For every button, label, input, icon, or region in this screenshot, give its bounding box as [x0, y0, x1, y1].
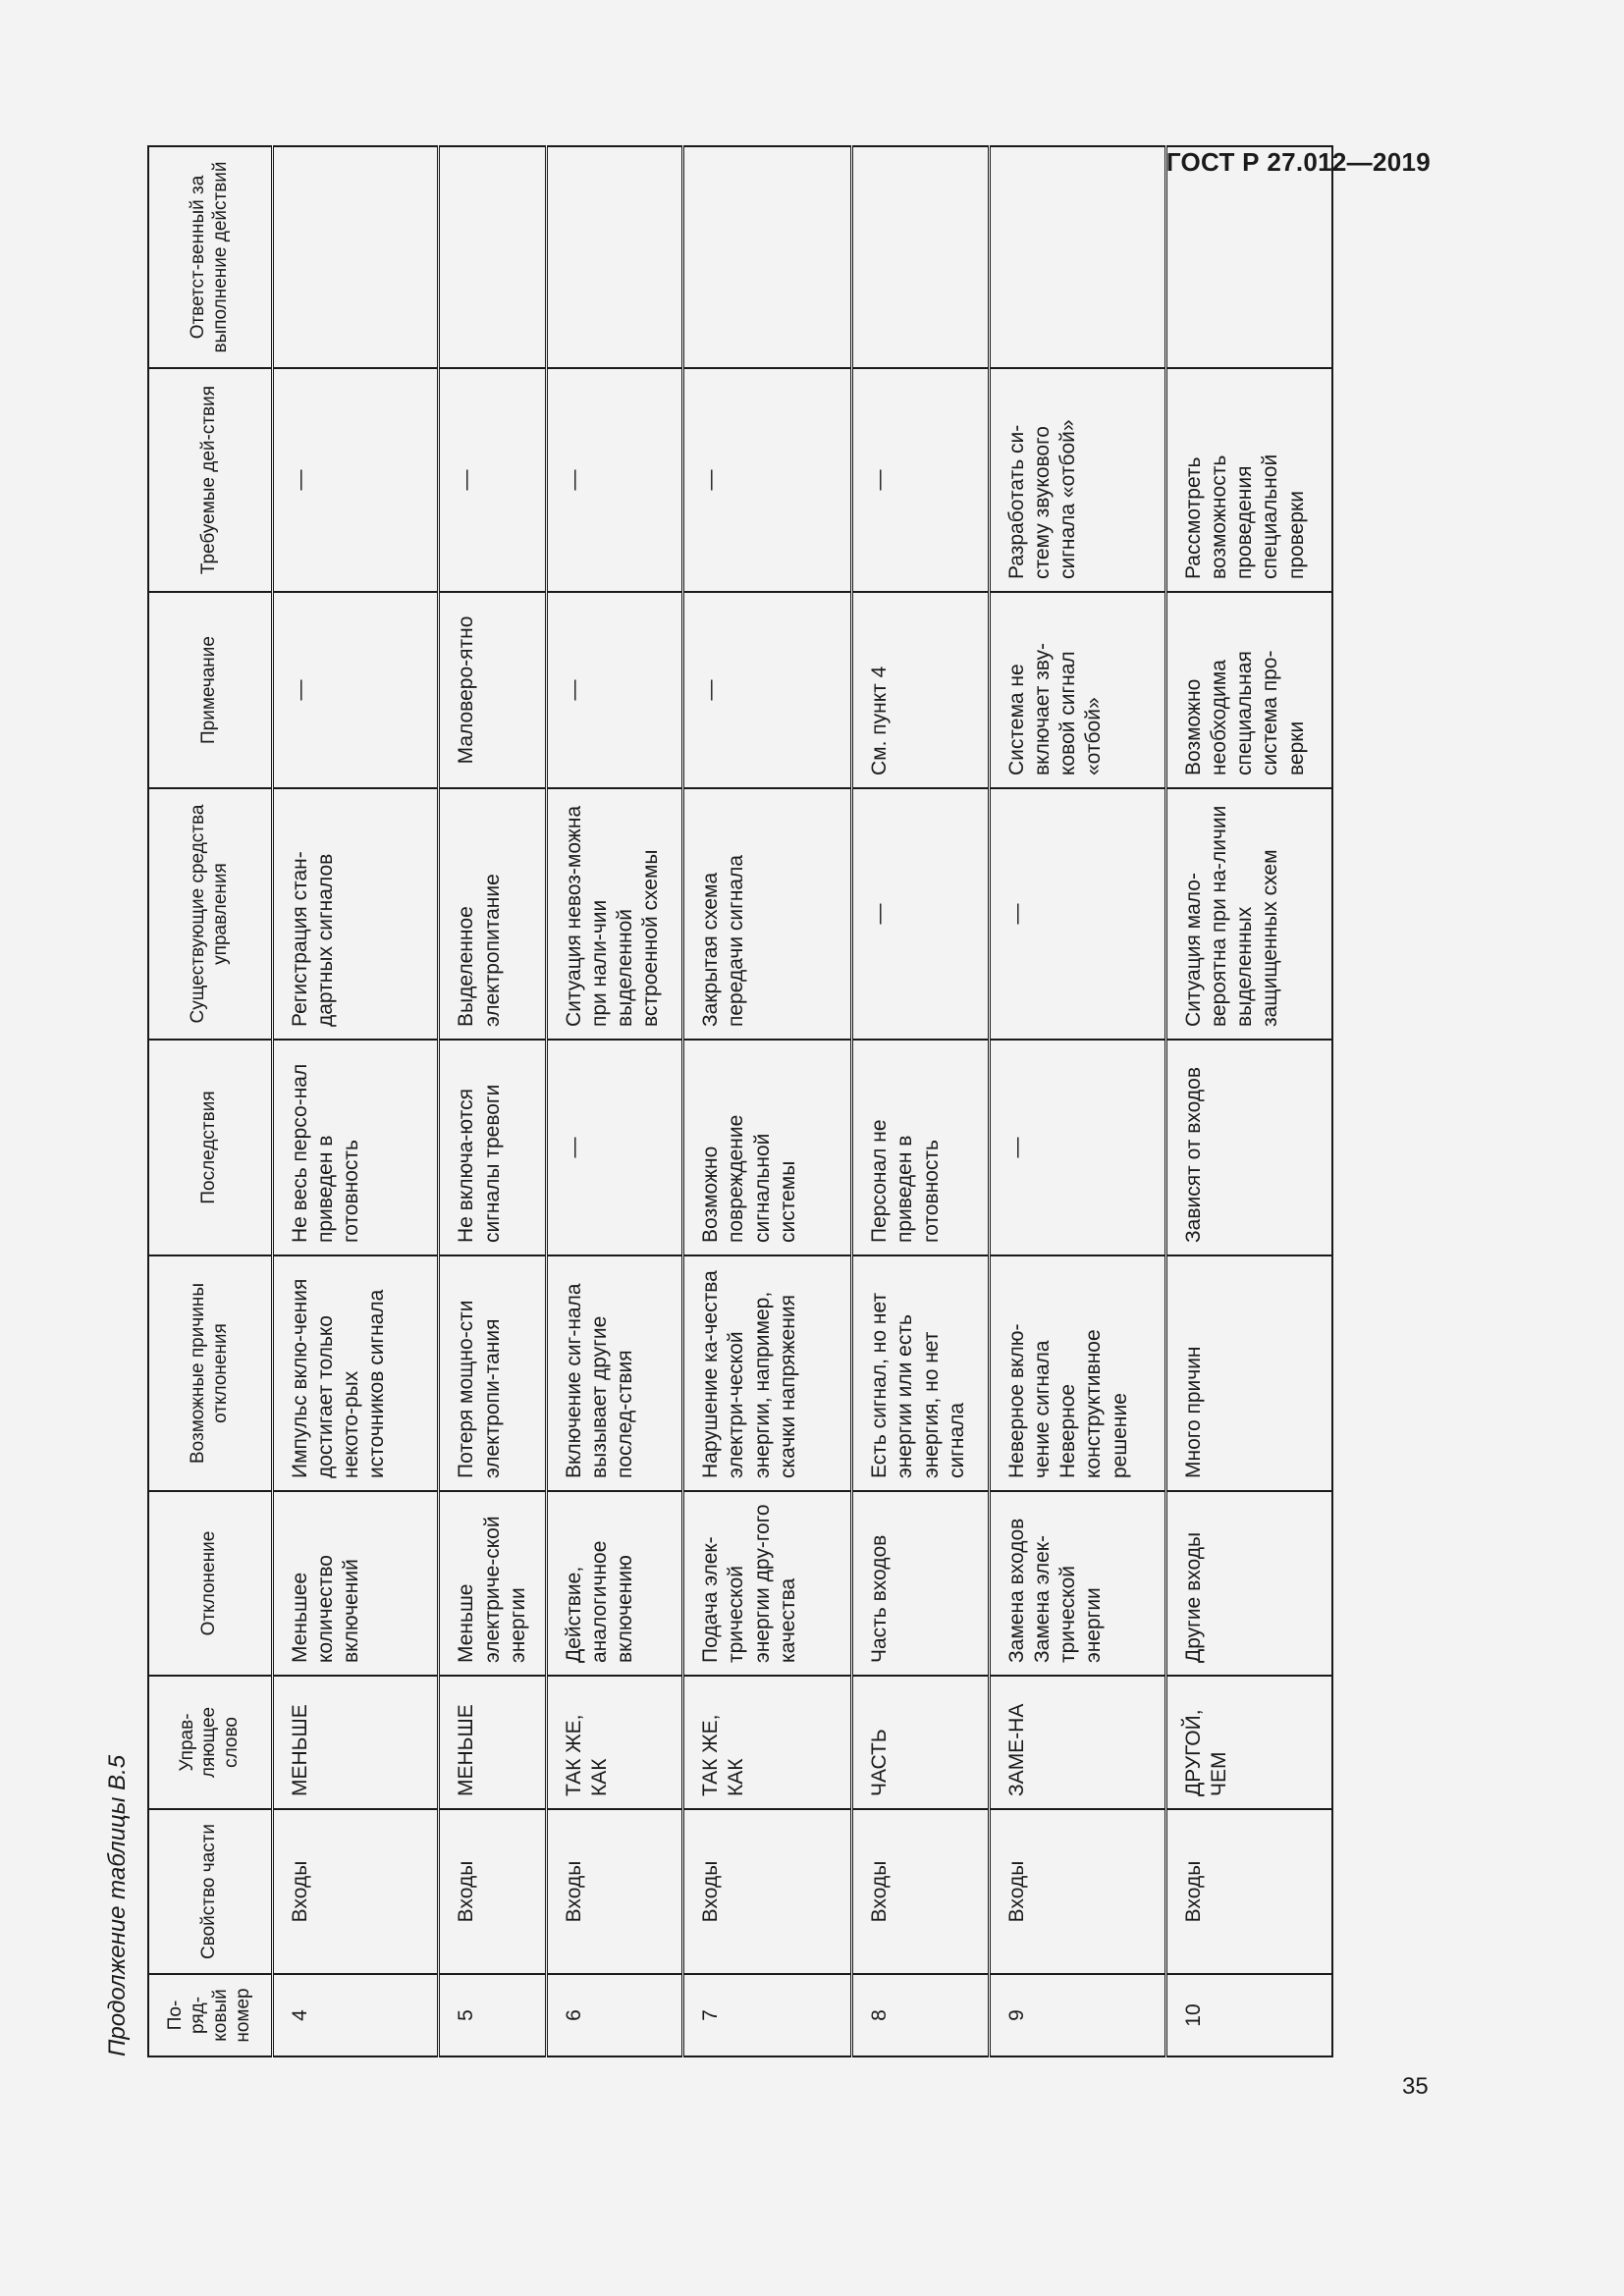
cell-actions: — [546, 368, 683, 592]
table-row [1165, 146, 1332, 2056]
col-header-actions: Требуемые дей-ствия [148, 368, 272, 592]
cell-causes [989, 1255, 1165, 1491]
cell-consequences: — [546, 1040, 683, 1255]
cell-deviation: Меньшее количество включений [272, 1491, 439, 1676]
cell-responsible [852, 146, 990, 368]
header-row [148, 146, 272, 2056]
cell-responsible [989, 146, 1165, 368]
cell-causes: Потеря мощно-сти электропи-тания [439, 1255, 546, 1491]
cell-actions: — [852, 368, 990, 592]
col-header-guide-word: Управ-ляющее слово [148, 1676, 272, 1809]
cell-controls: Регистрация стан-дартных сигналов [272, 788, 439, 1040]
table-row [546, 146, 683, 2056]
table-row [439, 146, 546, 2056]
cell-property: Входы [989, 1809, 1165, 1974]
cell-deviation: Подача элек-трической энергии дру-гого качества [683, 1491, 852, 1676]
cell-property: Входы [683, 1809, 852, 1974]
cell-property: Входы [1165, 1809, 1332, 1974]
cell-guide-word: МЕНЬШЕ [439, 1676, 546, 1809]
col-header-property: Свойство части [148, 1809, 272, 1974]
cell-controls: — [852, 788, 990, 1040]
col-header-deviation: Отклонение [148, 1491, 272, 1676]
cell-number: 6 [546, 1974, 683, 2056]
deviation-line: Замена элек-трической энергии [1030, 1535, 1106, 1663]
cell-causes: Есть сигнал, но нет энергии или есть энергия, но нет сигнала [852, 1255, 990, 1491]
cell-number: 4 [272, 1974, 439, 2056]
page-number: 35 [1402, 2073, 1429, 2100]
cell-property: Входы [272, 1809, 439, 1974]
cell-consequences: Возможно повреждение сигнальной системы [683, 1040, 852, 1255]
cell-actions: — [272, 368, 439, 592]
cell-note: — [272, 592, 439, 788]
cell-actions: Рассмотреть возможность проведения специальной проверки [1165, 368, 1332, 592]
table-row [683, 146, 852, 2056]
cell-responsible [683, 146, 852, 368]
cell-actions: — [439, 368, 546, 592]
cell-responsible [439, 146, 546, 368]
cell-causes: Импульс вклю-чения достигает только некото-рых источников сигнала [272, 1255, 439, 1491]
cell-causes: Много причин [1165, 1255, 1332, 1491]
cause-line: Неверное вклю-чение сигнала [1004, 1323, 1054, 1478]
col-header-causes: Возможные причины отклонения [148, 1255, 272, 1491]
cell-note: — [546, 592, 683, 788]
cell-note: Возможно необходима специальная система про-верки [1165, 592, 1332, 788]
cell-note: Маловеро-ятно [439, 592, 546, 788]
col-header-consequences: Последствия [148, 1040, 272, 1255]
deviation-line: Замена входов [1004, 1518, 1028, 1663]
cell-guide-word: ЗАМЕ-НА [989, 1676, 1165, 1809]
cell-responsible [546, 146, 683, 368]
cell-note: Система не включает зву-ковой сигнал «отбой» [989, 592, 1165, 788]
cell-controls: Ситуация невоз-можна при нали-чии выделенной встроенной схемы [546, 788, 683, 1040]
cell-number: 5 [439, 1974, 546, 2056]
col-header-responsible: Ответст-венный за выполнение действий [148, 146, 272, 368]
cell-guide-word: ЧАСТЬ [852, 1676, 990, 1809]
standard-code: ГОСТ Р 27.012—2019 [1165, 147, 1431, 177]
cell-consequences: Не включа-ются сигналы тревоги [439, 1040, 546, 1255]
cell-guide-word: МЕНЬШЕ [272, 1676, 439, 1809]
cell-actions: Разработать си-стему звукового сигнала «отбой» [989, 368, 1165, 592]
table-row [852, 146, 990, 2056]
col-header-controls: Существующие средства управления [148, 788, 272, 1040]
cell-causes: Нарушение ка-чества электри-ческой энергии, например, скачки напряжения [683, 1255, 852, 1491]
cell-deviation: Другие входы [1165, 1491, 1332, 1676]
cell-controls: Ситуация мало-вероятна при на-личии выделенных защищенных схем [1165, 788, 1332, 1040]
cell-consequences: — [989, 1040, 1165, 1255]
cell-property: Входы [852, 1809, 990, 1974]
cell-number: 7 [683, 1974, 852, 2056]
cell-consequences: Не весь персо-нал приведен в готовность [272, 1040, 439, 1255]
cell-property: Входы [439, 1809, 546, 1974]
cell-consequences: Персонал не приведен в готовность [852, 1040, 990, 1255]
table-row [989, 146, 1165, 2056]
cell-responsible [272, 146, 439, 368]
cell-deviation: Часть входов [852, 1491, 990, 1676]
hazop-table [147, 145, 1333, 2057]
cell-deviation [989, 1491, 1165, 1676]
cell-controls: Закрытая схема передачи сигнала [683, 788, 852, 1040]
cell-guide-word: ТАК ЖЕ, КАК [546, 1676, 683, 1809]
cell-number: 9 [989, 1974, 1165, 2056]
cell-actions: — [683, 368, 852, 592]
table-container [147, 147, 1333, 2057]
cell-note: См. пункт 4 [852, 592, 990, 788]
cell-guide-word: ДРУГОЙ, ЧЕМ [1165, 1676, 1332, 1809]
cause-line: Неверное конструктивное решение [1056, 1329, 1131, 1478]
cell-number: 10 [1165, 1974, 1332, 2056]
cell-note: — [683, 592, 852, 788]
cell-number: 8 [852, 1974, 990, 2056]
cell-controls: Выделенное электропитание [439, 788, 546, 1040]
cell-guide-word: ТАК ЖЕ, КАК [683, 1676, 852, 1809]
col-header-note: Примечание [148, 592, 272, 788]
table-caption: Продолжение таблицы В.5 [104, 1754, 131, 2056]
table-row [272, 146, 439, 2056]
cell-property: Входы [546, 1809, 683, 1974]
cell-controls: — [989, 788, 1165, 1040]
cell-deviation: Действие, аналогичное включению [546, 1491, 683, 1676]
cell-responsible [1165, 146, 1332, 368]
cell-consequences: Зависят от входов [1165, 1040, 1332, 1255]
col-header-number: По-ряд-ковый номер [148, 1974, 272, 2056]
cell-causes: Включение сиг-нала вызывает другие послед-ствия [546, 1255, 683, 1491]
cell-deviation: Меньше электриче-ской энергии [439, 1491, 546, 1676]
